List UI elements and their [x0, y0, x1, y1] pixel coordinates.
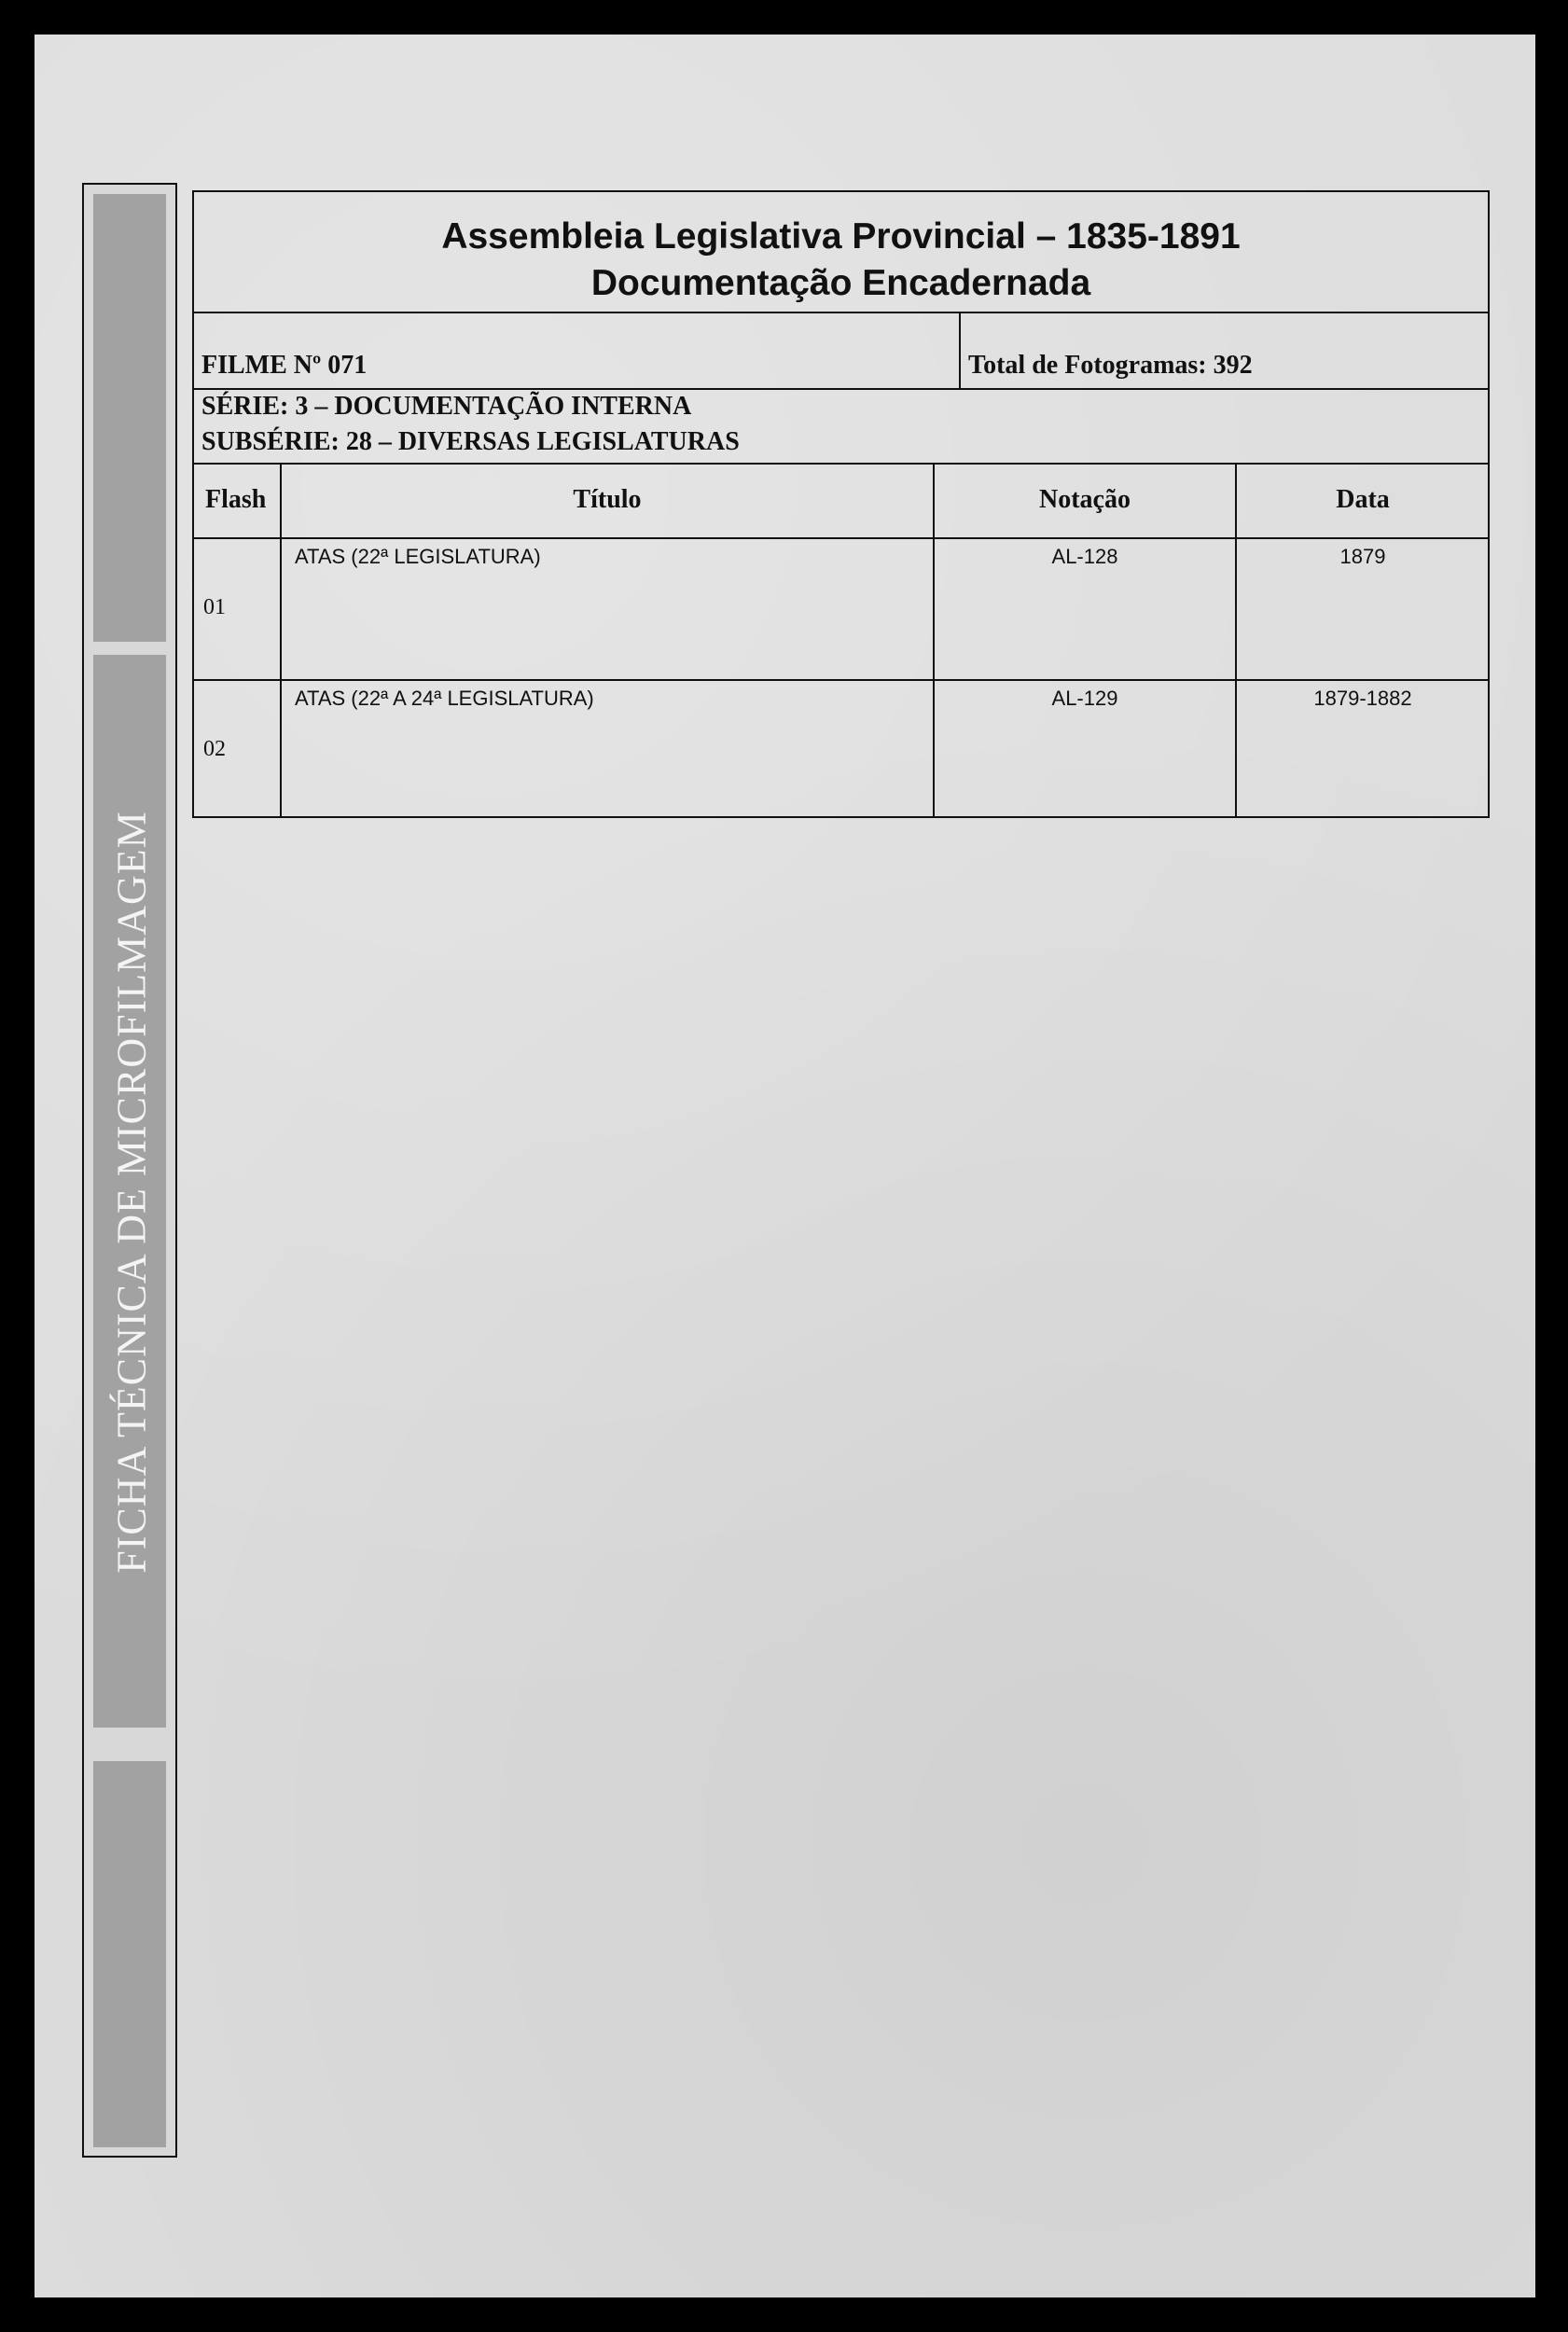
column-header-titulo: Título [573, 485, 642, 514]
strip-label: FICHA TÉCNICA DE MICROFILMAGEM [108, 811, 155, 1574]
row1-flash: 01 [203, 595, 226, 619]
column-header-notacao: Notação [1039, 485, 1131, 514]
strip-segment-top [93, 194, 166, 642]
microfilm-form [192, 190, 1490, 818]
row2-notacao: AL-129 [1051, 687, 1118, 710]
divider [194, 537, 1488, 539]
column-header-flash: Flash [205, 485, 267, 514]
column-header-data: Data [1336, 485, 1390, 514]
row2-titulo: ATAS (22ª A 24ª LEGISLATURA) [295, 687, 594, 710]
row2-data: 1879-1882 [1313, 687, 1412, 710]
row1-notacao: AL-128 [1051, 545, 1118, 568]
row1-data: 1879 [1339, 545, 1386, 568]
row2-flash: 02 [203, 737, 226, 761]
strip-segment-bottom [93, 1761, 166, 2147]
divider [933, 463, 935, 817]
divider [194, 463, 1488, 465]
divider [194, 679, 1488, 681]
side-strip [82, 183, 177, 2158]
divider [280, 463, 282, 817]
form-subtitle: Documentação Encadernada [590, 263, 1091, 303]
divider [194, 312, 1488, 313]
form-title: Assembleia Legislativa Provincial – 1835-1891 [441, 216, 1241, 257]
row1-titulo: ATAS (22ª LEGISLATURA) [295, 545, 541, 568]
film-number: FILME Nº 071 [201, 351, 368, 380]
subseries: SUBSÉRIE: 28 – DIVERSAS LEGISLATURAS [201, 427, 740, 456]
divider [1235, 463, 1237, 817]
total-frames: Total de Fotogramas: 392 [968, 351, 1253, 380]
divider [194, 388, 1488, 390]
series: SÉRIE: 3 – DOCUMENTAÇÃO INTERNA [201, 392, 692, 421]
divider [959, 312, 961, 390]
